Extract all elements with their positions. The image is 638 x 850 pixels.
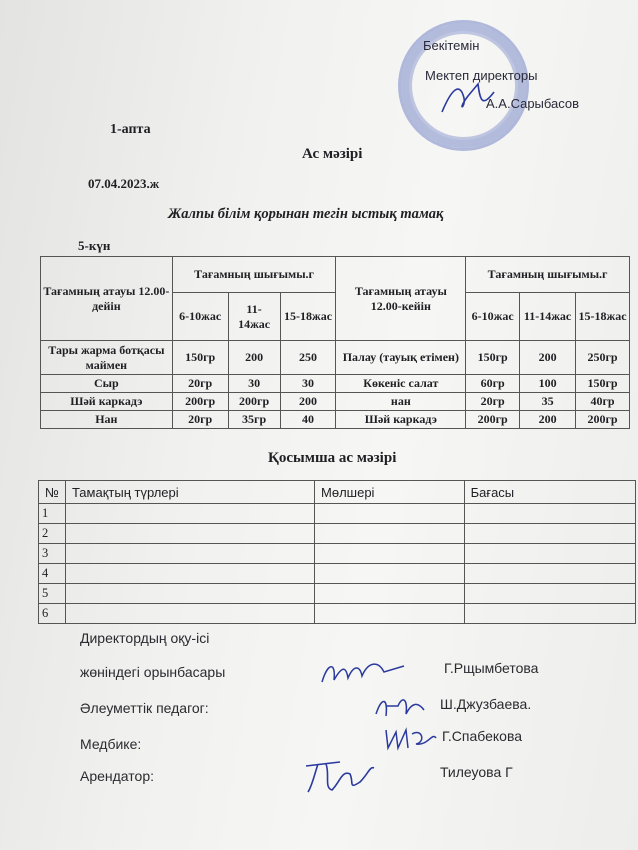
dish-cell: Көкеніс салат — [336, 375, 466, 393]
deputy-title-line1: Директордың оқу-ісі — [80, 630, 210, 646]
yield-cell: 40гр — [576, 393, 630, 411]
yield-cell: 200гр — [466, 411, 520, 429]
age-header: 6-10жас — [466, 293, 520, 341]
yield-cell: 200 — [520, 341, 576, 375]
yield-cell: 150гр — [172, 341, 228, 375]
dish-cell: нан — [336, 393, 466, 411]
age-header: 15-18жас — [576, 293, 630, 341]
deputy-name: Г.Рщымбетова — [444, 660, 539, 676]
yield-cell: 200гр — [172, 393, 228, 411]
table-row — [39, 604, 636, 624]
nurse-label: Медбике: — [80, 736, 142, 752]
row-number: 1 — [39, 504, 66, 524]
table-row — [39, 544, 636, 564]
menu-title: Ас мәзірі — [302, 146, 363, 162]
tenant-name: Тилеуова Г — [440, 764, 513, 780]
header-quantity: Мөлшері — [315, 481, 465, 504]
tenant-signature — [300, 752, 380, 798]
dish-cell: Тары жарма ботқасы маймен — [41, 341, 173, 375]
table-row — [41, 393, 630, 411]
header-yield-before: Тағамның шығымы.г — [172, 257, 336, 293]
dish-cell: Сыр — [41, 375, 173, 393]
dish-cell: Нан — [41, 411, 173, 429]
table-row — [39, 564, 636, 584]
age-header: 11-14жас — [228, 293, 280, 341]
table-row — [39, 524, 636, 544]
yield-cell: 30 — [280, 375, 336, 393]
yield-cell: 200 — [228, 341, 280, 375]
yield-cell: 150гр — [576, 375, 630, 393]
yield-cell: 250гр — [576, 341, 630, 375]
yield-cell: 30 — [228, 375, 280, 393]
tenant-label: Арендатор: — [80, 768, 155, 784]
week-label: 1-апта — [110, 122, 151, 137]
yield-cell: 200гр — [228, 393, 280, 411]
header-dish-after: Тағамның атауы 12.00-кейін — [336, 257, 466, 341]
yield-cell: 100 — [520, 375, 576, 393]
yield-cell: 150гр — [466, 341, 520, 375]
main-menu-table — [40, 256, 630, 429]
table-row — [39, 584, 636, 604]
dish-cell: Палау (тауық етімен) — [336, 341, 466, 375]
approval-line-2: Мектеп директоры — [425, 68, 538, 83]
approval-line-1: Бекітемін — [423, 38, 480, 53]
table-row — [41, 375, 630, 393]
yield-cell: 35гр — [228, 411, 280, 429]
approval-line-3: А.А.Сарыбасов — [486, 96, 580, 111]
yield-cell: 200 — [520, 411, 576, 429]
yield-cell: 60гр — [466, 375, 520, 393]
dish-cell: Шәй каркадэ — [336, 411, 466, 429]
age-header: 6-10жас — [172, 293, 228, 341]
table-row — [41, 411, 630, 429]
row-number: 3 — [39, 544, 66, 564]
day-label: 5-күн — [78, 238, 111, 253]
yield-cell: 20гр — [172, 375, 228, 393]
row-number: 2 — [39, 524, 66, 544]
row-number: 6 — [39, 604, 66, 624]
header-price: Бағасы — [464, 481, 635, 504]
yield-cell: 35 — [520, 393, 576, 411]
nurse-name: Г.Спабекова — [442, 728, 523, 744]
nurse-signature — [382, 720, 440, 756]
menu-date: 07.04.2023.ж — [88, 176, 160, 191]
row-number: 5 — [39, 584, 66, 604]
row-number: 4 — [39, 564, 66, 584]
yield-cell: 20гр — [466, 393, 520, 411]
deputy-signature — [318, 652, 408, 692]
yield-cell: 200 — [280, 393, 336, 411]
yield-cell: 40 — [280, 411, 336, 429]
header-number: № — [39, 481, 66, 504]
director-signature — [438, 78, 498, 118]
age-header: 15-18жас — [280, 293, 336, 341]
dish-cell: Шәй каркадэ — [41, 393, 173, 411]
header-yield-after: Тағамның шығымы.г — [466, 257, 630, 293]
table-row — [39, 504, 636, 524]
social-pedagogue-name: Ш.Джузбаева. — [440, 696, 532, 712]
social-pedagogue-label: Әлеуметтік педагог: — [80, 700, 209, 716]
header-dish-before: Тағамның атауы 12.00-дейін — [41, 257, 173, 341]
table-row — [41, 341, 630, 375]
deputy-title-line2: жөніндегі орынбасары — [80, 664, 226, 680]
header-food-types: Тамақтың түрлері — [65, 481, 314, 504]
extra-menu-table — [38, 480, 636, 624]
yield-cell: 20гр — [172, 411, 228, 429]
menu-subtitle: Жалпы білім қорынан тегін ыстық тамақ — [168, 206, 444, 222]
extra-menu-title: Қосымша ас мәзірі — [268, 450, 397, 466]
age-header: 11-14жас — [520, 293, 576, 341]
yield-cell: 250 — [280, 341, 336, 375]
yield-cell: 200гр — [576, 411, 630, 429]
